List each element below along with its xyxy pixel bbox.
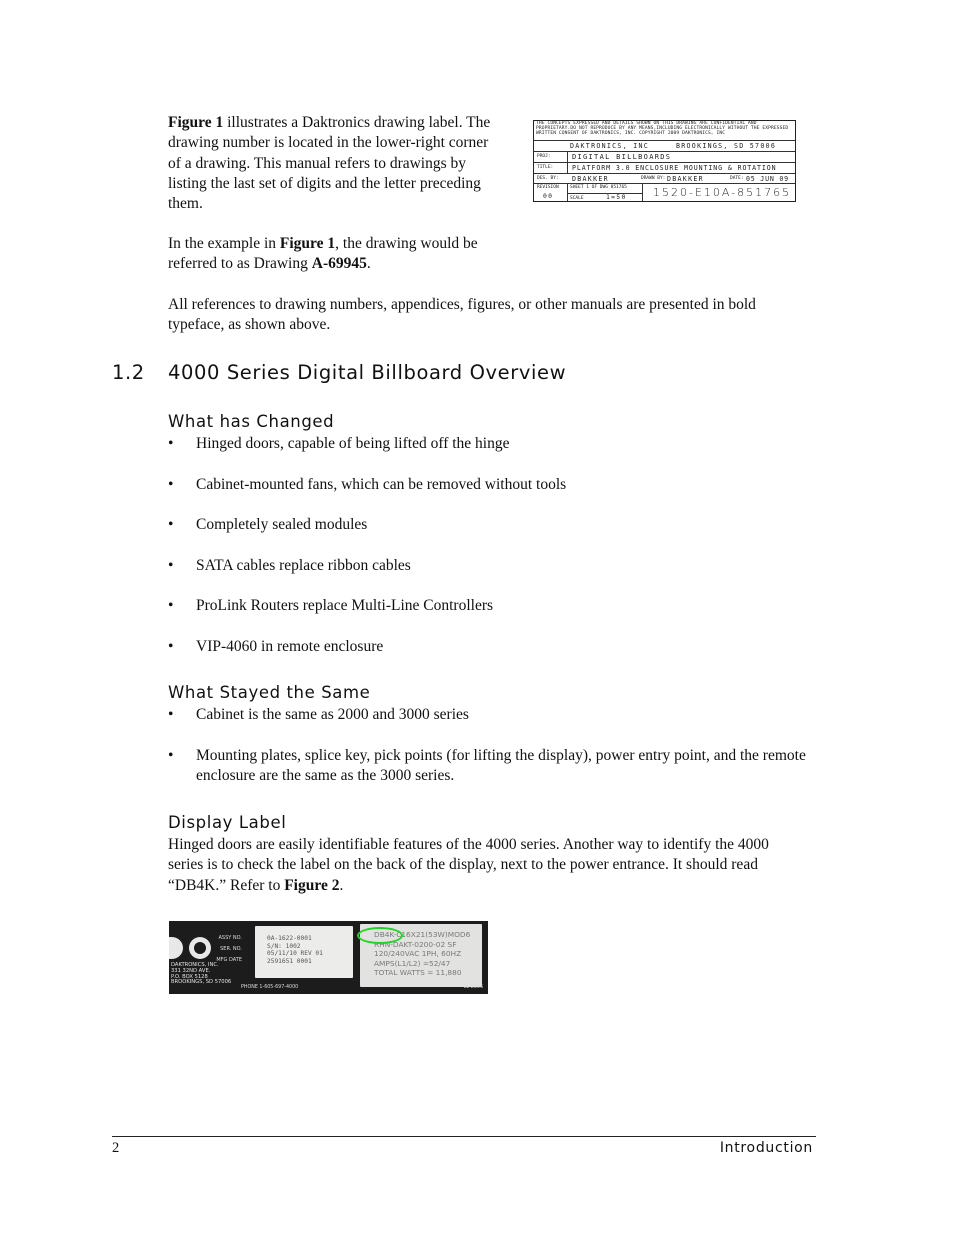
display-label-paragraph: Hinged doors are easily identifiable features of the 4000 series. Another way to identify the 4000 series is to check the label on the back of the display, next to the power entrance. It should read “DB4K.” Refer to Figure 2. — [168, 836, 769, 894]
intro-paragraph-2: In the example in Figure 1, the drawing would be referred to as Drawing A-69945. — [168, 235, 478, 273]
drawing-company: DAKTRONICS, INC — [570, 142, 650, 150]
figure-1-drawing-label: THE CONCEPTS EXPRESSED AND DETAILS SHOWN ON THIS DRAWING ARE CONFIDENTIAL AND PROPRIETARY.DO NOT REPRODUCE BY ANY MEANS,INCLUDING ELECTRONICALLY WITHOUT THE EXPRESSED WRITTEN CONSENT OF DAKTRONICS, INC. COPYRIGHT 2009 DAKTRONICS, INC DAKTRONICS, INC BROOKINGS, SD 57006 PROJ: DIGITAL BILLBOARDS TITLE: PLATFORM 3.0 ENCLOSURE MOUNTING & ROTATION DES. BY: DBAKKER DRAWN BY: DBAKKER DATE: 05 JUN 09 REVISION 00 SHEET 1 OF DWG 851765 SCALE 1=50 1520-E10A-851765 — [533, 120, 796, 202]
photo-serial-card: 0A-1622-0001 S/N: 1002 05/11/10 REV 01 2591651 0001 — [255, 926, 353, 978]
photo-address: DAKTRONICS, INC. 331 32ND AVE. P.O. BOX 5128 BROOKINGS, SD 57006 — [171, 962, 232, 986]
figure-2-ref: Figure 2 — [284, 876, 340, 894]
drawing-date: 05 JUN 09 — [746, 175, 789, 183]
drawing-ref: A-69945 — [311, 255, 367, 273]
intro-paragraph-1: Figure 1 illustrates a Daktronics drawing label. The drawing number is located in the lower-right corner of a drawing. This manual refers to drawings by listing the last set of digits and the letter preceding them. — [168, 114, 491, 213]
photo-rating-card: DB4K-C16X21(53W)MOD6 RHN-DAKT-0200-02 SF 120/240VAC 1PH, 60HZ AMPS(L1/L2) =52/47 TOTAL WATTS = 11,880 — [360, 924, 482, 987]
photo-code: LL-2306 — [463, 985, 483, 990]
drawing-title: PLATFORM 3.0 ENCLOSURE MOUNTING & ROTATION — [572, 164, 777, 172]
section-number: 1.2 — [112, 361, 145, 384]
drawing-scale: 1=50 — [606, 193, 627, 201]
section-title: 4000 Series Digital Billboard Overview — [168, 361, 567, 384]
drawing-drawn-by: DBAKKER — [667, 175, 704, 183]
drawing-designer: DBAKKER — [572, 175, 609, 183]
figure-2-photo — [169, 921, 488, 994]
changed-heading: What has Changed — [168, 412, 335, 431]
photo-model-code: DB4K-C16X21(53W)MOD6 — [374, 930, 471, 939]
display-label-heading: Display Label — [168, 813, 287, 832]
photo-field-labels: ASSY NO. SER. NO. MFG DATE — [216, 935, 242, 963]
drawing-project: DIGITAL BILLBOARDS — [572, 153, 672, 161]
drawing-number: 1520-E10A-851765 — [653, 186, 792, 199]
photo-phone: PHONE 1-605-697-4000 — [241, 985, 299, 990]
footer-section-name: Introduction — [719, 1140, 813, 1156]
stayed-heading: What Stayed the Same — [168, 683, 371, 702]
page-number: 2 — [112, 1140, 120, 1156]
footer-rule — [112, 1136, 816, 1137]
drawing-sheet: SHEET 1 OF DWG 851765 — [570, 185, 627, 190]
drawing-notice: THE CONCEPTS EXPRESSED AND DETAILS SHOWN ON THIS DRAWING ARE CONFIDENTIAL AND PROPRIETARY.DO NOT REPRODUCE BY ANY MEANS,INCLUDING ELECTRONICALLY WITHOUT THE EXPRESSED WRITTEN CONSENT OF DAKTRONICS, INC. COPYRIGHT 2009 DAKTRONICS, INC — [536, 121, 789, 136]
drawing-city: BROOKINGS, SD 57006 — [676, 142, 777, 150]
figure-1-ref: Figure 1 — [168, 114, 224, 131]
drawing-revision: 00 — [543, 192, 554, 200]
daktronics-logo-mark — [169, 937, 183, 959]
section-heading — [112, 361, 567, 384]
highlight-ring — [357, 927, 403, 944]
intro-paragraph-3: All references to drawing numbers, appendices, figures, or other manuals are presented in bold typeface, as shown above. — [168, 296, 756, 334]
